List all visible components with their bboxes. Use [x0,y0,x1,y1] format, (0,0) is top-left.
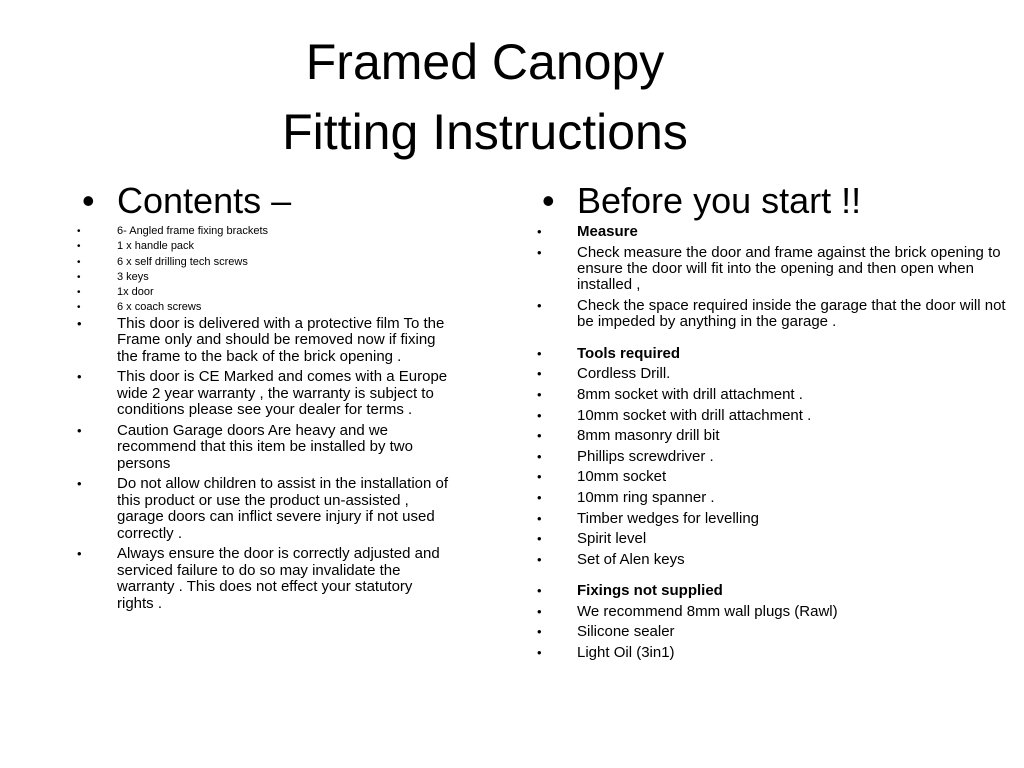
bullet-icon: • [77,271,81,283]
fixings-heading: Fixings not supplied [577,582,723,600]
note-text: Caution Garage doors Are heavy and we recommend that this item be installed by two persons [117,421,413,472]
measure-item-text: Check the space required inside the garage that the door will not be impeded by anything in the garage . [577,297,1006,331]
before-you-start-heading-row [520,178,1015,224]
note-item [60,369,450,419]
measure-item [520,298,1015,331]
bullet-icon: • [537,624,542,640]
tool-item [520,469,1015,485]
tool-item [520,366,1015,382]
bullet-icon: • [537,531,542,547]
note-text: This door is delivered with a protective film To the Frame only and should be removed now if fixing the frame to the back of the brick opening . [117,314,445,365]
bullet-icon: • [542,180,555,221]
contents-item-text: 6- Angled frame fixing brackets [117,225,269,237]
tool-item [520,552,1015,568]
contents-heading-row [60,178,450,224]
bullet-icon: • [77,241,81,253]
before-you-start-list [520,224,1015,661]
note-item [60,316,450,366]
contents-item [60,239,450,254]
note-item [60,476,450,542]
bullet-icon: • [537,407,542,423]
bullet-icon: • [537,551,542,567]
contents-item-text: 1x door [117,286,154,299]
contents-column [60,178,450,616]
bullet-icon: • [537,345,542,361]
tool-item-text: Cordless Drill. [577,365,671,383]
measure-item [520,245,1015,294]
bullet-icon: • [82,180,95,221]
tool-item-text: 10mm socket [577,468,667,486]
bullet-icon: • [537,583,542,599]
bullet-icon: • [537,510,542,526]
fixing-item-text: We recommend 8mm wall plugs (Rawl) [577,602,838,620]
fixing-item [520,624,1015,640]
tool-item-text: 10mm ring spanner . [577,488,715,506]
tool-item [520,408,1015,424]
tool-item [520,449,1015,465]
tool-item [520,531,1015,547]
note-text: This door is CE Marked and comes with a Europe wide 2 year warranty , the warranty is subject to conditions please see your dealer for terms . [117,368,448,419]
note-item [60,423,450,473]
bullet-icon: • [537,603,542,619]
tool-item [520,387,1015,403]
bullet-icon: • [537,224,542,239]
fixing-item [520,645,1015,661]
bullet-icon: • [77,315,82,331]
notes-list [60,316,450,613]
bullet-icon: • [537,298,542,313]
bullet-icon: • [77,476,82,492]
before-you-start-heading: Before you start !! [577,180,862,221]
bullet-icon: • [77,369,82,385]
contents-item-text: 1 x handle pack [117,240,195,253]
fixings-heading-item [520,583,1015,599]
bullet-icon: • [537,428,542,444]
tool-item-text: Timber wedges for levelling [577,509,760,527]
note-text: Do not allow children to assist in the installation of this product or use the product un-assisted , garage doors can inflict severe injury if not used correctly . [117,475,449,542]
bullet-icon: • [537,387,542,402]
bullet-icon: • [77,422,82,438]
bullet-icon: • [537,448,542,464]
tool-item [520,490,1015,506]
contents-item-text: 3 keys [117,270,149,283]
contents-heading: Contents – [117,180,292,221]
tool-item-text: 8mm masonry drill bit [577,427,720,445]
measure-heading: Measure [577,223,638,240]
bullet-icon: • [77,546,82,562]
bullet-icon: • [537,489,542,505]
bullet-icon: • [77,256,81,268]
contents-item [60,224,450,239]
tool-item-text: 8mm socket with drill attachment . [577,386,803,403]
fixing-item [520,604,1015,620]
slide-title-line-1: Framed Canopy [305,34,665,90]
tool-item-text: Phillips screwdriver . [577,447,714,465]
tool-item-text: Set of Alen keys [577,550,685,568]
contents-list [60,224,450,316]
before-you-start-column [520,178,1015,666]
tools-heading-item [520,346,1015,362]
tool-item-text: Spirit level [577,530,647,548]
measure-item-text: Check measure the door and frame against the brick opening to ensure the door will fit into the opening and then open when installed , [577,243,1001,294]
contents-item [60,285,450,300]
contents-item [60,300,450,315]
contents-item-text: 6 x coach screws [117,301,202,314]
bullet-icon: • [537,644,542,660]
slide-title-line-2: Fitting Instructions [282,104,688,160]
bullet-icon: • [77,226,81,237]
note-item [60,546,450,612]
bullet-icon: • [537,366,542,382]
tool-item [520,428,1015,444]
tool-item-text: 10mm socket with drill attachment . [577,406,812,424]
contents-item [60,270,450,285]
bullet-icon: • [77,302,81,314]
bullet-icon: • [537,244,542,260]
bullet-icon: • [537,469,542,485]
fixing-item-text: Light Oil (3in1) [577,643,675,661]
note-text: Always ensure the door is correctly adjusted and serviced failure to do so may invalidate the warranty . This does not effect your statutory rights . [117,545,440,612]
fixing-item-text: Silicone sealer [577,623,675,641]
contents-item-text: 6 x self drilling tech screws [117,255,248,268]
contents-item [60,255,450,270]
measure-heading-item [520,224,1015,240]
bullet-icon: • [77,287,81,299]
tool-item [520,511,1015,527]
tools-heading: Tools required [577,344,681,362]
